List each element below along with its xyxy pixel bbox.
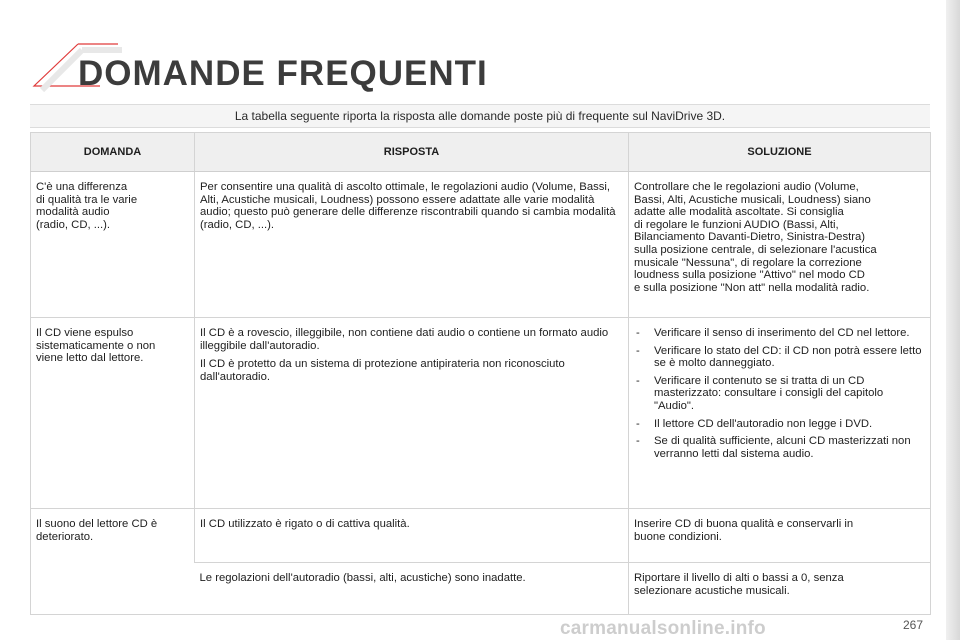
page-title: DOMANDE FREQUENTI [78, 54, 488, 93]
solution-item: - Verificare lo stato del CD: il CD non potrà essere letto se è molto danneggiato. [634, 345, 925, 370]
question-line: C'è una differenza [36, 181, 128, 193]
header-soluzione: SOLUZIONE [629, 133, 931, 172]
solution-cell [629, 318, 931, 509]
solution-item: - Se di qualità sufficiente, alcuni CD masterizzati non verranno letti dal sistema audio. [634, 435, 925, 460]
answer-paragraph: Il CD è protetto da un sistema di protezione antipirateria non riconosciuto dall'autoradio. [200, 358, 565, 383]
solution-line: sulla posizione centrale, di selezionare l'acustica [634, 243, 877, 256]
solution-line: selezionare acustiche musicali. [634, 584, 790, 597]
solution-cell [629, 172, 931, 318]
solution-cell [629, 563, 931, 615]
solution-list [634, 327, 925, 460]
page-edge-strip [946, 0, 960, 640]
solution-line: e sulla posizione "Non att" nella modalità radio. [634, 281, 870, 294]
answer-cell [195, 563, 629, 615]
question-line: Il CD viene espulso [36, 327, 134, 339]
table-row [31, 318, 931, 509]
answer-paragraph: Il CD è a rovescio, illeggibile, non contiene dati audio o contiene un formato audio illeggibile dall'autoradio. [200, 327, 609, 352]
solution-line: musicale "Nessuna", di regolare la correzione [634, 256, 862, 269]
answer-paragraph: Le regolazioni dell'autoradio (bassi, alti, acustiche) sono inadatte. [199, 572, 526, 584]
answer-cell [195, 172, 629, 318]
answer-cell [195, 509, 629, 563]
solution-line: Bilanciamento Davanti-Dietro, Sinistra-Destra) [634, 231, 866, 244]
answer-paragraph: Per consentire una qualità di ascolto ottimale, le regolazioni audio (Volume, Bassi, Alti, Acustiche musicali, Loudness) possono essere adattate alle varie modalità audio; questo può generare delle differenze riscontrabili quando si cambia modalità (radio, CD, ...). [200, 181, 616, 231]
question-line: sistematicamente o non [36, 339, 156, 352]
question-line: di qualità tra le varie [36, 193, 138, 206]
answer-paragraph: Il CD utilizzato è rigato o di cattiva qualità. [200, 518, 410, 530]
question-line: (radio, CD, ...). [36, 218, 111, 231]
question-line: Il suono del lettore CD è [36, 518, 158, 530]
solution-line: di regolare le funzioni AUDIO (Bassi, Alti, [634, 218, 839, 231]
solution-line: loudness sulla posizione "Attivo" nel modo CD [634, 269, 865, 282]
solution-line: Riportare il livello di alti o bassi a 0, senza [634, 572, 844, 584]
solution-line: adatte alle modalità ascoltate. Si consiglia [634, 206, 844, 219]
answer-cell [195, 318, 629, 509]
solution-cell [629, 509, 931, 563]
solution-item: - Il lettore CD dell'autoradio non legge i DVD. [634, 418, 925, 431]
question-line: modalità audio [36, 206, 110, 219]
question-cell [31, 318, 195, 509]
solution-line: buone condizioni. [634, 530, 722, 543]
solution-item: - Verificare il contenuto se si tratta di un CD masterizzato: consultare i consigli del capitolo "Audio". [634, 375, 925, 413]
question-line: viene letto dal lettore. [36, 352, 144, 365]
question-line: deteriorato. [36, 530, 94, 543]
table-row [31, 172, 931, 318]
header-risposta: RISPOSTA [195, 133, 629, 172]
page-number: 267 [903, 618, 924, 632]
faq-table [30, 132, 931, 615]
solution-line: Inserire CD di buona qualità e conservarli in [634, 518, 854, 530]
solution-item: - Verificare il senso di inserimento del CD nel lettore. [634, 327, 925, 340]
watermark: carmanualsonline.info [560, 618, 766, 639]
question-cell [31, 172, 195, 318]
table-row [31, 509, 931, 563]
table-header-row [31, 133, 931, 172]
question-cell [31, 509, 195, 615]
intro-text: La tabella seguente riporta la risposta alle domande poste più di frequente sul NaviDrive 3D. [30, 104, 930, 128]
solution-line: Controllare che le regolazioni audio (Volume, [634, 181, 859, 193]
solution-line: Bassi, Alti, Acustiche musicali, Loudness) siano [634, 193, 871, 206]
header-domanda: DOMANDA [31, 133, 195, 172]
